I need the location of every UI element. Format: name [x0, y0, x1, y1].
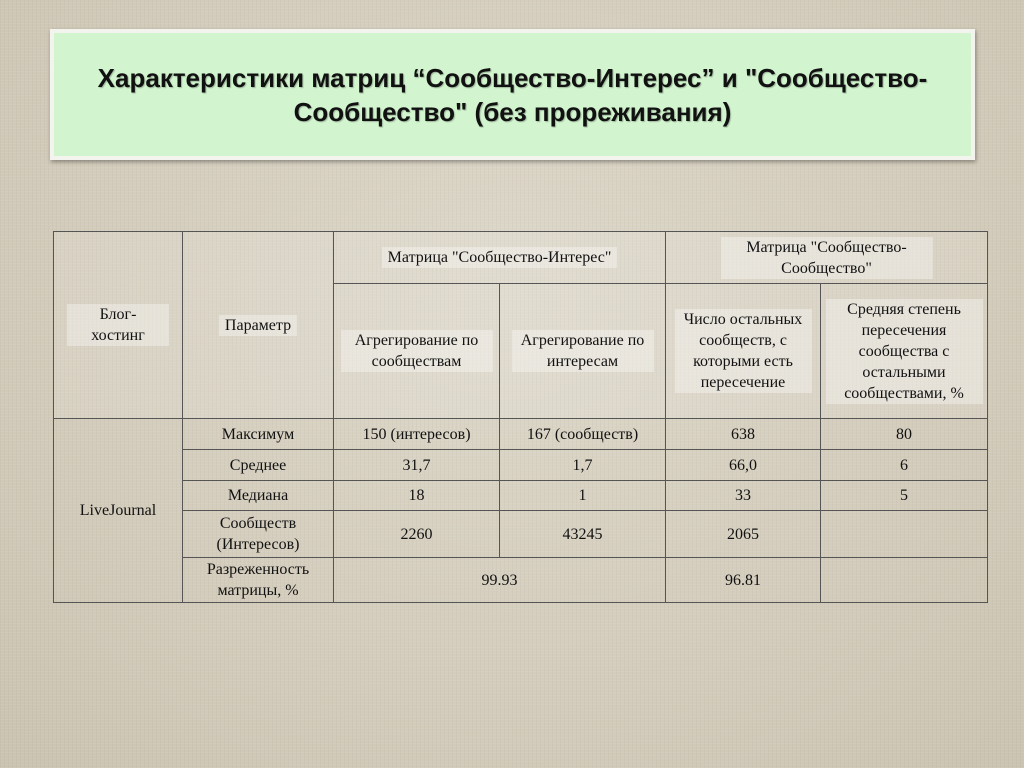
characteristics-table — [53, 231, 988, 603]
header-blog-hosting-label: Блог-хостинг — [67, 304, 169, 346]
header-blog-hosting — [54, 232, 183, 419]
header-row-1 — [54, 232, 988, 284]
value-cell — [821, 511, 988, 558]
param-cell: Среднее — [183, 450, 334, 481]
value-cell: 6 — [821, 450, 988, 481]
title-box — [50, 29, 975, 160]
header-agg-communities-label: Агрегирование по сообществам — [341, 330, 493, 372]
table-row — [54, 450, 988, 481]
value-cell: 1,7 — [500, 450, 666, 481]
table-row — [54, 481, 988, 511]
header-parameter-label: Параметр — [219, 315, 297, 336]
value-cell: 31,7 — [334, 450, 500, 481]
value-cell: 33 — [666, 481, 821, 511]
header-matrix-community-community — [666, 232, 988, 284]
header-agg-interests — [500, 284, 666, 419]
value-cell: 2260 — [334, 511, 500, 558]
header-num-other-communities-label: Число остальных сообществ, с которыми есть пересечение — [675, 309, 812, 393]
header-matrix-community-interest — [334, 232, 666, 284]
header-num-other-communities — [666, 284, 821, 419]
value-cell: 96.81 — [666, 558, 821, 603]
value-cell: 99.93 — [334, 558, 666, 603]
param-cell: Максимум — [183, 419, 334, 450]
table-row — [54, 511, 988, 558]
host-cell — [54, 419, 183, 603]
value-cell: 1 — [500, 481, 666, 511]
param-cell: Медиана — [183, 481, 334, 511]
value-cell: 150 (интересов) — [334, 419, 500, 450]
value-cell: 5 — [821, 481, 988, 511]
value-cell: 638 — [666, 419, 821, 450]
header-parameter — [183, 232, 334, 419]
value-cell — [821, 558, 988, 603]
header-agg-communities — [334, 284, 500, 419]
value-cell: 66,0 — [666, 450, 821, 481]
host-label: LiveJournal — [79, 502, 157, 519]
value-cell: 2065 — [666, 511, 821, 558]
value-cell: 80 — [821, 419, 988, 450]
page-title: Характеристики матриц “Сообщество-Интерес” и "Сообщество-Сообщество" (без прореживания) — [97, 62, 928, 127]
header-avg-overlap — [821, 284, 988, 419]
param-cell: Сообществ (Интересов) — [183, 511, 334, 558]
param-cell: Разреженность матрицы, % — [183, 558, 334, 603]
table-row — [54, 558, 988, 603]
value-cell: 43245 — [500, 511, 666, 558]
header-agg-interests-label: Агрегирование по интересам — [512, 330, 654, 372]
value-cell: 167 (сообществ) — [500, 419, 666, 450]
value-cell: 18 — [334, 481, 500, 511]
header-matrix-community-community-label: Матрица "Сообщество-Сообщество" — [721, 237, 933, 279]
table-row — [54, 419, 988, 450]
header-matrix-community-interest-label: Матрица "Сообщество-Интерес" — [382, 247, 618, 268]
header-avg-overlap-label: Средняя степень пересечения сообщества с остальными сообществами, % — [826, 299, 983, 404]
